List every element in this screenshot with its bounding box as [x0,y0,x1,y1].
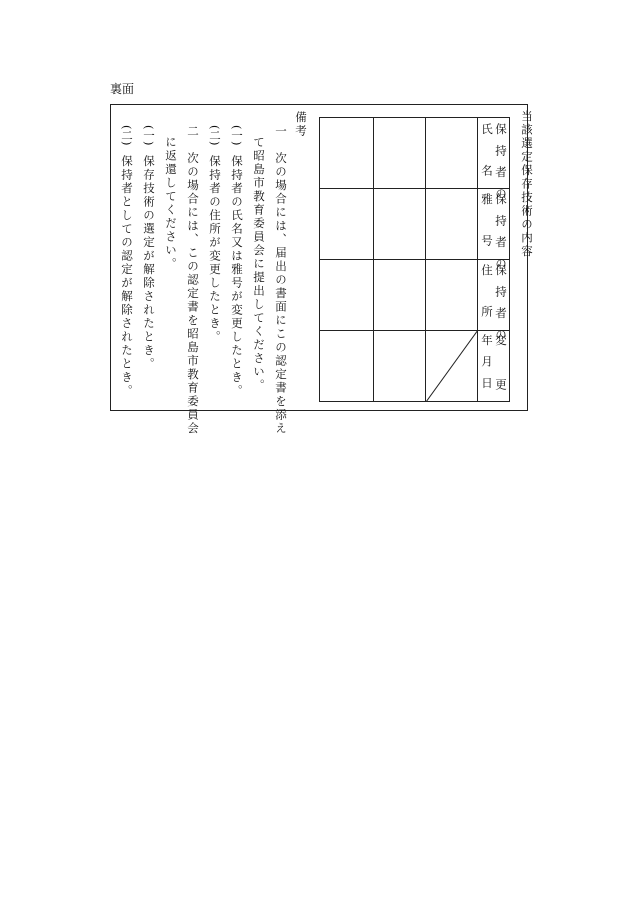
notes-item1-sub1-text: 保持者の氏名又は雅号が変更したとき。 [230,155,244,398]
notes-item2-sub1-num: (一) [142,125,156,146]
notes-item2-line2: に返還してください。 [164,136,178,271]
header-holder-address-2: 住所 [480,264,494,347]
header-holder-name-2: 氏名 [480,123,494,206]
notes-item2-num: 二 [186,125,200,139]
notes-item1-sub1-num: (一) [230,125,244,146]
notes-item2-sub2-text: 保持者としての認定が解除されたとき。 [120,155,134,398]
notes-item1-sub2-num: (二) [208,125,222,146]
header-change-date-2: 年月日 [480,334,494,399]
diagonal-line [426,330,478,402]
notes-item2-sub1-text: 保存技術の選定が解除されたとき。 [142,155,156,371]
notes-item1-sub2-text: 保持者の住所が変更したとき。 [208,155,222,344]
header-holder-address-1: 保持者の [494,264,508,350]
notes-heading: 備考 [294,111,308,138]
notes-item1-line1: 次の場合には、届出の書面にこの認定書を添え [274,152,288,436]
header-holder-name-1: 保持者の [494,123,508,209]
header-holder-pen-name-1: 保持者の [494,193,508,279]
notes-item1-num: 一 [274,125,288,139]
notes-item2-line1: 次の場合には、この認定書を昭島市教育委員会 [186,152,200,436]
page-label: 裏面 [110,82,135,96]
notes-item1-line2: て昭島市教育委員会に提出してください。 [252,136,266,393]
header-change-1: 変更 [494,334,508,423]
column-divider [373,118,374,401]
notes-item2-sub2-num: (二) [120,125,134,146]
header-holder-pen-name-2: 雅号 [480,193,494,276]
section-title: 当該選定保存技術の内容 [520,110,534,259]
